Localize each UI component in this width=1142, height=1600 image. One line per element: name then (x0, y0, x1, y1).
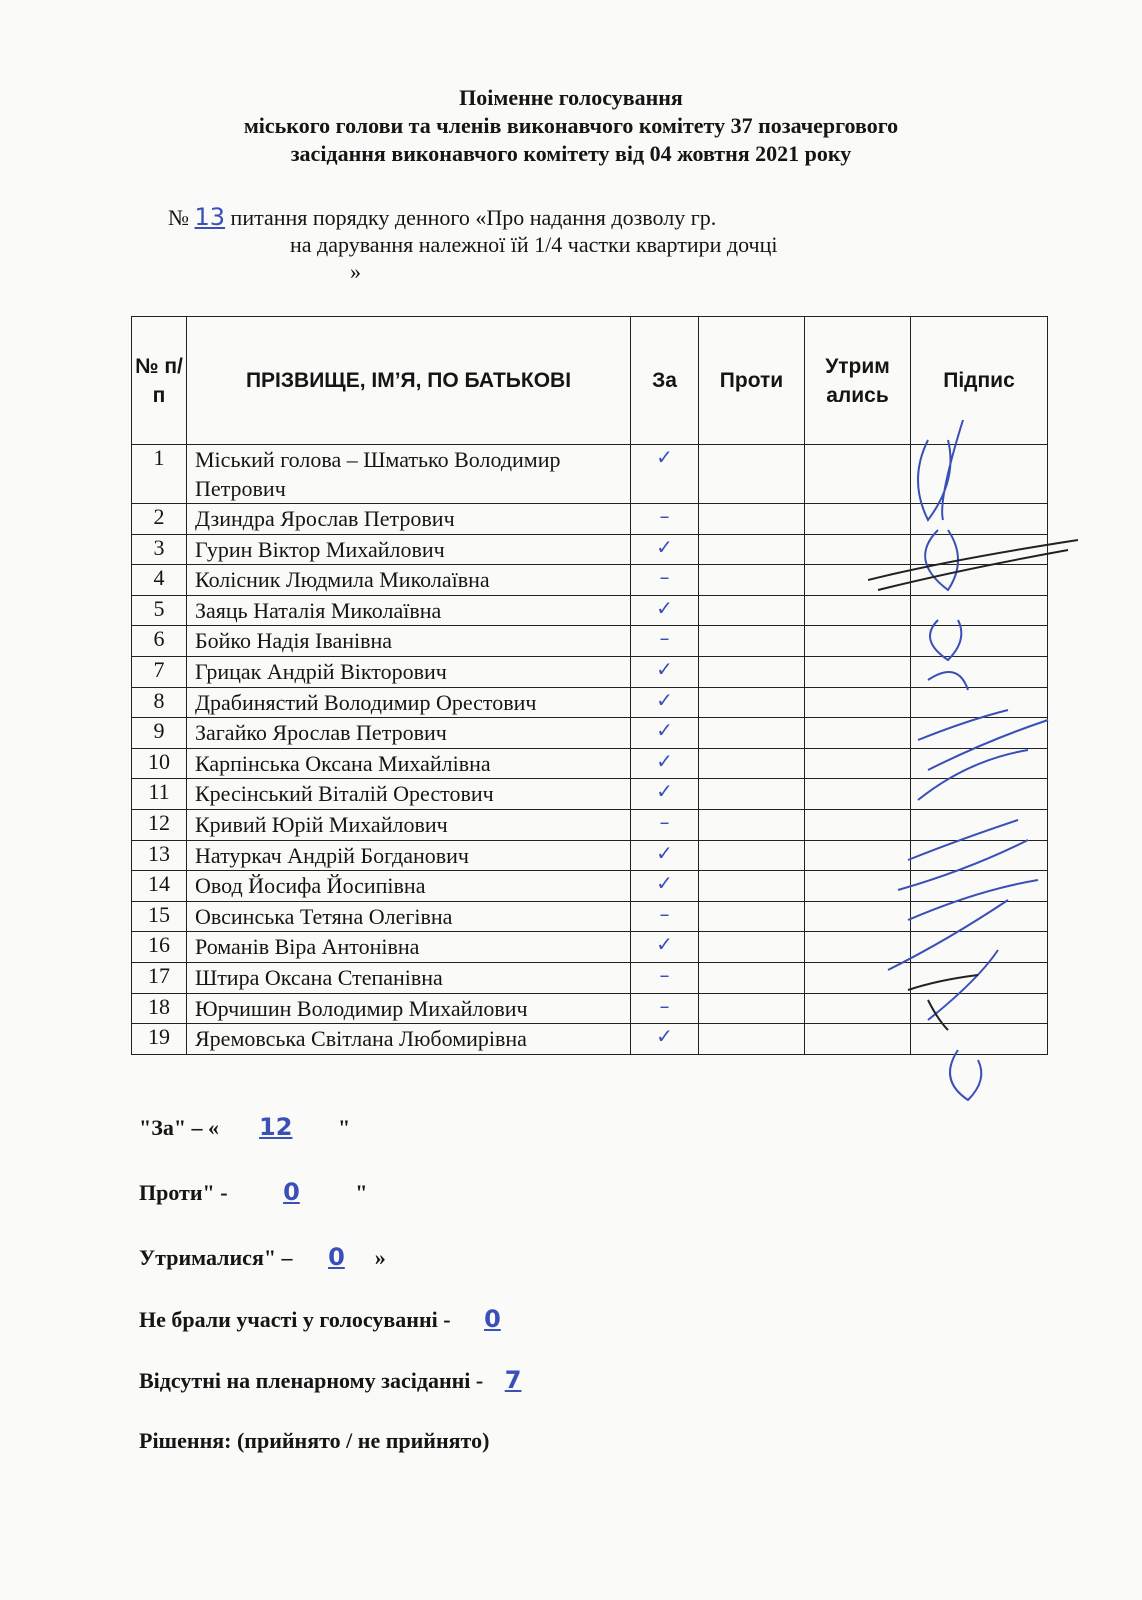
row-number: 6 (132, 626, 187, 657)
vote-proty (699, 840, 805, 871)
vote-proty (699, 932, 805, 963)
member-name: Кресінський Віталій Орестович (187, 779, 631, 810)
total-proty (139, 1178, 368, 1206)
question-line-3: » (350, 259, 361, 284)
vote-za: – (631, 626, 699, 657)
member-name: Бойко Надія Іванівна (187, 626, 631, 657)
member-name: Романів Віра Антонівна (187, 932, 631, 963)
vote-proty (699, 445, 805, 504)
title-line-2: міського голови та членів виконавчого комітету 37 позачергового (243, 113, 899, 138)
vote-za: ✓ (631, 687, 699, 718)
vote-za: ✓ (631, 840, 699, 871)
vote-za: ✓ (631, 748, 699, 779)
header-5: Підпис (911, 317, 1048, 445)
vote-za: ✓ (631, 656, 699, 687)
question-text (168, 204, 948, 285)
total-nb (139, 1305, 529, 1333)
row-number: 4 (132, 565, 187, 596)
question-number: 13 (194, 203, 226, 231)
member-name: Овсинська Тетяна Олегівна (187, 901, 631, 932)
row-number: 12 (132, 809, 187, 840)
signatures-image (868, 420, 1088, 1120)
row-number: 2 (132, 504, 187, 535)
vote-za: ✓ (631, 871, 699, 902)
total-proty-end: " (355, 1180, 368, 1205)
row-number: 15 (132, 901, 187, 932)
header-0: № п/п (132, 317, 187, 445)
member-name: Колісник Людмила Миколаївна (187, 565, 631, 596)
page-title (0, 84, 1142, 168)
total-nb-value: 0 (484, 1305, 501, 1333)
member-name: Натуркач Андрій Богданович (187, 840, 631, 871)
total-vid-label: Відсутні на пленарному засіданні - (139, 1368, 489, 1393)
vote-proty (699, 901, 805, 932)
vote-proty (699, 779, 805, 810)
vote-za: – (631, 993, 699, 1024)
member-name: Драбинястий Володимир Орестович (187, 687, 631, 718)
total-za-label: "За" – « (139, 1115, 220, 1140)
row-number: 8 (132, 687, 187, 718)
vote-proty (699, 565, 805, 596)
total-vid-value: 7 (504, 1366, 522, 1394)
total-za-end: " (337, 1115, 351, 1140)
vote-za: – (631, 809, 699, 840)
header-1: ПРІЗВИЩЕ, ІМ’Я, ПО БАТЬКОВІ (187, 317, 631, 445)
vote-proty (699, 656, 805, 687)
header-2: За (631, 317, 699, 445)
member-name: Грицак Андрій Вікторович (187, 656, 631, 687)
vote-proty (699, 809, 805, 840)
total-za-value: 12 (259, 1113, 293, 1141)
total-proty-value: 0 (283, 1178, 300, 1206)
vote-za: ✓ (631, 445, 699, 504)
total-nb-label: Не брали участі у голосуванні - (139, 1307, 457, 1332)
total-utr-end: » (374, 1245, 386, 1270)
vote-za: ✓ (631, 595, 699, 626)
vote-proty (699, 718, 805, 749)
vote-za: ✓ (631, 1024, 699, 1055)
vote-za: – (631, 504, 699, 535)
decision: Рішення: (прийнято / не прийнято) (139, 1428, 490, 1453)
vote-proty (699, 687, 805, 718)
vote-proty (699, 748, 805, 779)
row-number: 7 (132, 656, 187, 687)
total-utr-value: 0 (328, 1243, 345, 1271)
member-name: Юрчишин Володимир Михайлович (187, 993, 631, 1024)
total-utr (139, 1243, 386, 1271)
vote-za: – (631, 962, 699, 993)
total-utr-label: Утрималися" – (139, 1245, 299, 1270)
member-name: Овод Йосифа Йосипівна (187, 871, 631, 902)
total-za (139, 1113, 350, 1141)
row-number: 5 (132, 595, 187, 626)
vote-za: – (631, 565, 699, 596)
vote-za: ✓ (631, 932, 699, 963)
title-line-3: засідання виконавчого комітету від 04 жовтня 2021 року (290, 141, 852, 166)
question-line-2: на дарування належної їй 1/4 частки квартири дочці (290, 232, 778, 257)
member-name: Заяць Наталія Миколаївна (187, 595, 631, 626)
vote-za: – (631, 901, 699, 932)
row-number: 18 (132, 993, 187, 1024)
member-name: Карпінська Оксана Михайлівна (187, 748, 631, 779)
vote-proty (699, 595, 805, 626)
row-number: 3 (132, 534, 187, 565)
row-number: 9 (132, 718, 187, 749)
row-number: 10 (132, 748, 187, 779)
member-name: Штира Оксана Степанівна (187, 962, 631, 993)
row-number: 13 (132, 840, 187, 871)
question-line-1: питання порядку денного «Про надання дозволу гр. (230, 205, 717, 230)
row-number: 19 (132, 1024, 187, 1055)
total-proty-label: Проти" - (139, 1180, 234, 1205)
vote-proty (699, 626, 805, 657)
member-name: Дзиндра Ярослав Петрович (187, 504, 631, 535)
row-number: 16 (132, 932, 187, 963)
member-name: Кривий Юрій Михайлович (187, 809, 631, 840)
vote-proty (699, 504, 805, 535)
row-number: 14 (132, 871, 187, 902)
header-4: Утрим ались (805, 317, 911, 445)
header-3: Проти (699, 317, 805, 445)
vote-proty (699, 962, 805, 993)
vote-za: ✓ (631, 718, 699, 749)
title-line-1: Поіменне голосування (459, 85, 683, 110)
question-prefix: № (168, 205, 189, 230)
vote-proty (699, 534, 805, 565)
member-name: Міський голова – Шматько Володимир Петрович (187, 445, 631, 504)
member-name: Яремовська Світлана Любомирівна (187, 1024, 631, 1055)
vote-proty (699, 1024, 805, 1055)
total-vid (139, 1366, 537, 1394)
vote-za: ✓ (631, 779, 699, 810)
vote-proty (699, 871, 805, 902)
row-number: 1 (132, 445, 187, 504)
member-name: Гурин Віктор Михайлович (187, 534, 631, 565)
vote-proty (699, 993, 805, 1024)
member-name: Загайко Ярослав Петрович (187, 718, 631, 749)
row-number: 17 (132, 962, 187, 993)
row-number: 11 (132, 779, 187, 810)
vote-za: ✓ (631, 534, 699, 565)
